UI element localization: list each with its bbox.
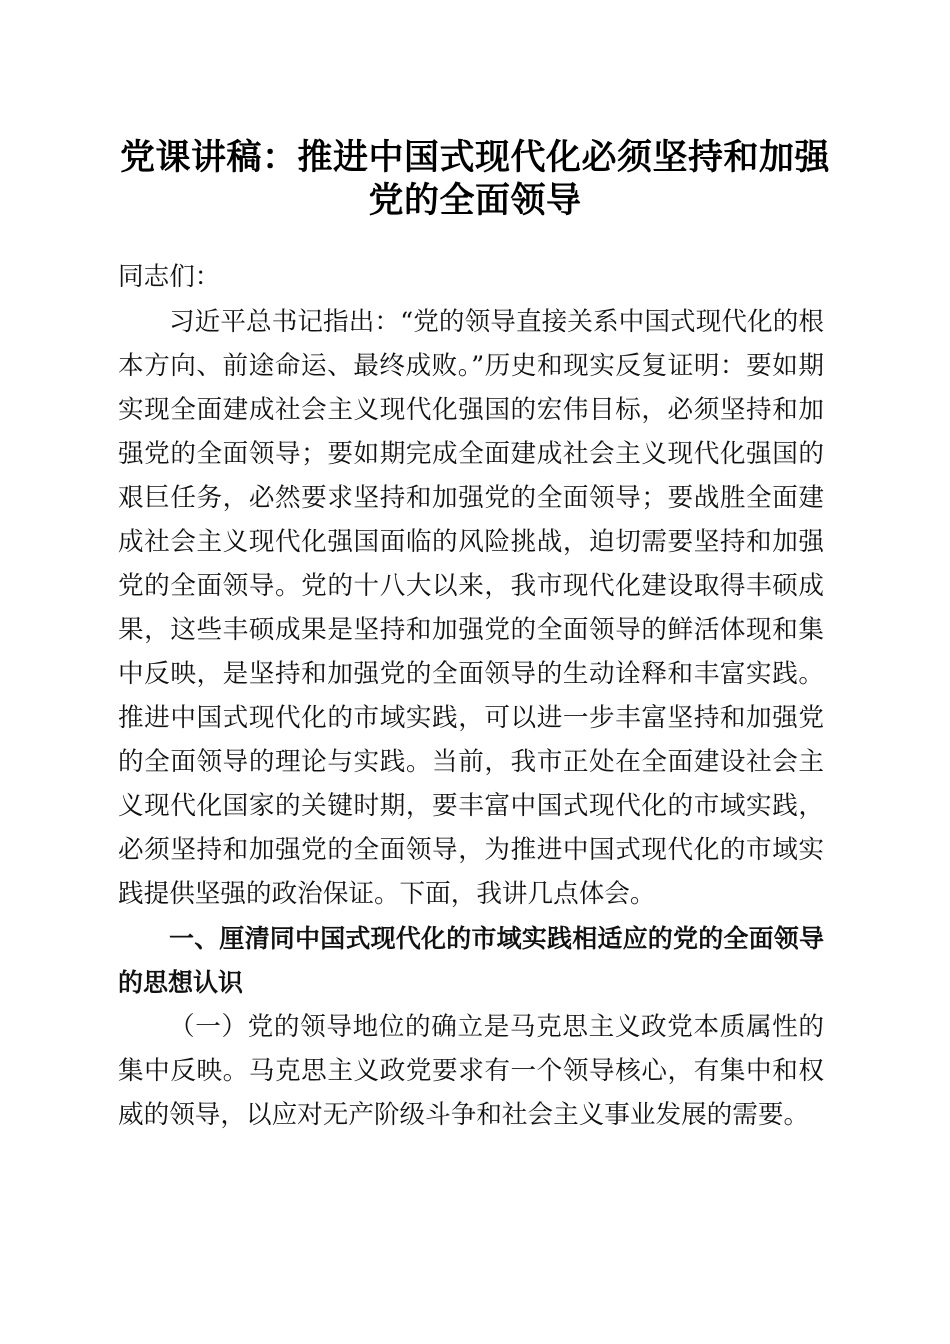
intro-paragraph: 习近平总书记指出：“党的领导直接关系中国式现代化的根本方向、前途命运、最终成败。”历史和现实反复证明：要如期实现全面建成社会主义现代化强国的宏伟目标，必须坚持和加强党的全面领导；要如期完成全面建成社会主义现代化强国的艰巨任务，必然要求坚持和加强党的全面领导；要战胜全面建成社会主义现代化强国面临的风险挑战，迫切需要坚持和加强党的全面领导。党的十八大以来，我市现代化建设取得丰硕成果，这些丰硕成果是坚持和加强党的全面领导的鲜活体现和集中反映，是坚持和加强党的全面领导的生动诠释和丰富实践。推进中国式现代化的市域实践，可以进一步丰富坚持和加强党的全面领导的理论与实践。当前，我市正处在全面建设社会主义现代化国家的关键时期，要丰富中国式现代化的市域实践，必须坚持和加强党的全面领导，为推进中国式现代化的市域实践提供坚强的政治保证。下面，我讲几点体会。 — [118, 307, 824, 909]
subsection-paragraph: （一）党的领导地位的确立是马克思主义政党本质属性的集中反映。马克思主义政党要求有一个领导核心，有集中和权威的领导，以应对无产阶级斗争和社会主义事业发展的需要。 — [118, 1012, 824, 1130]
document-body — [118, 255, 824, 1137]
section-heading: 一、厘清同中国式现代化的市域实践相适应的党的全面领导的思想认识 — [118, 924, 824, 997]
document-title: 党课讲稿：推进中国式现代化必须坚持和加强党的全面领导 — [119, 137, 830, 221]
salutation: 同志们： — [118, 262, 221, 292]
